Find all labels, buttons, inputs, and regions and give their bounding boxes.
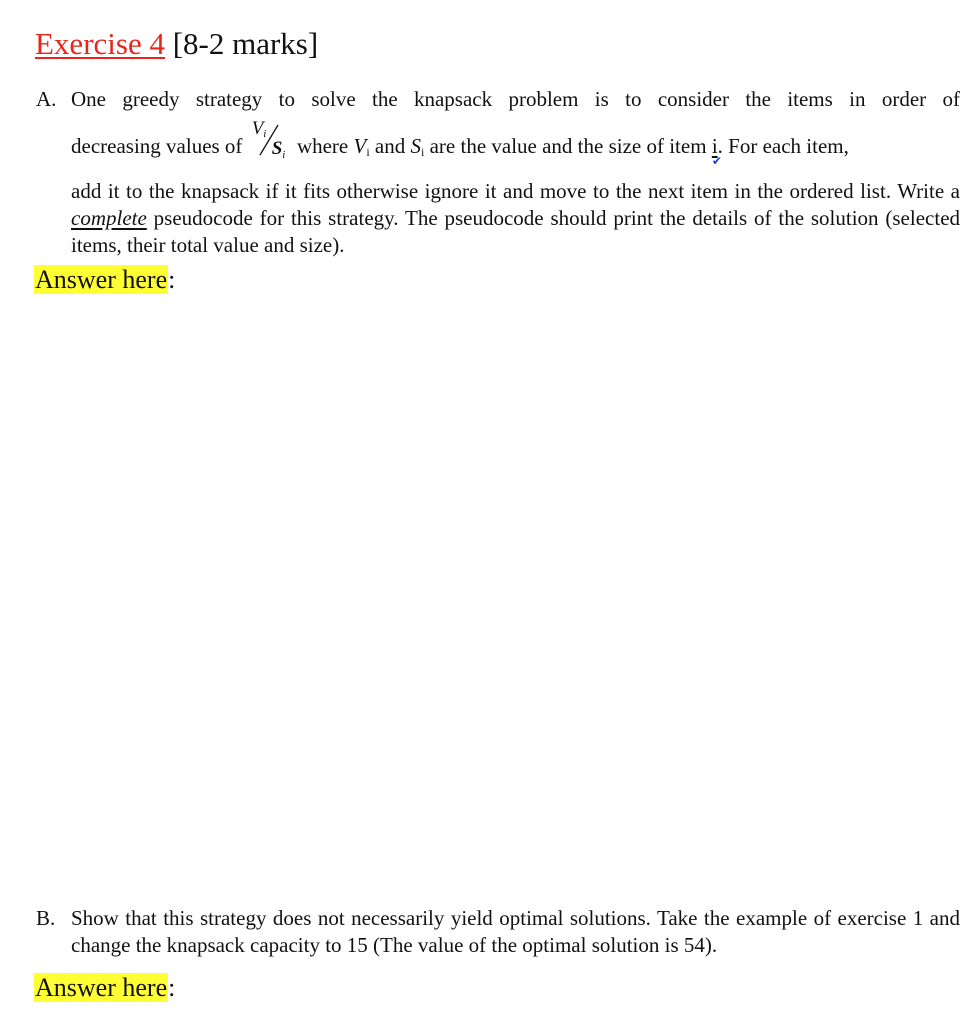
exercise-heading bbox=[35, 24, 318, 64]
answer-b-highlight: Answer here bbox=[35, 973, 168, 1002]
question-a-paragraph bbox=[71, 178, 960, 259]
answer-a-highlight: Answer here bbox=[35, 265, 168, 294]
answer-b bbox=[34, 972, 175, 1004]
var-s-sub: i bbox=[421, 145, 425, 159]
var-s: S bbox=[410, 134, 421, 158]
fraction-denominator: S bbox=[271, 138, 283, 159]
spellcheck-mark-icon: ✔ bbox=[711, 154, 722, 168]
answer-a bbox=[34, 264, 175, 296]
fraction-denominator-sub: i bbox=[282, 149, 286, 161]
ratio-fraction bbox=[248, 118, 292, 163]
question-b bbox=[36, 905, 960, 959]
exercise-marks: [8-2 marks] bbox=[172, 26, 319, 61]
question-b-text: Show that this strategy does not necessarily yield optimal solutions. Take the example of exercise 1 and change the knapsack capacity to 15 (The value of the optimal solution is 54). bbox=[71, 906, 960, 957]
question-b-label: B. bbox=[36, 906, 56, 930]
fraction-numerator: V bbox=[251, 118, 264, 139]
answer-a-colon: : bbox=[168, 265, 176, 294]
question-a-line2-mid: are the value and the size of item bbox=[429, 134, 707, 158]
exercise-title: Exercise 4 bbox=[35, 26, 165, 61]
item-i-text: i bbox=[711, 134, 718, 158]
fraction-numerator-sub: i bbox=[263, 128, 267, 140]
question-a-label: A. bbox=[36, 87, 57, 111]
answer-b-colon: : bbox=[168, 973, 176, 1002]
complete-word: complete bbox=[71, 206, 147, 230]
question-a-line1: One greedy strategy to solve the knapsack problem is to consider the items in order of bbox=[71, 87, 960, 111]
question-a bbox=[36, 86, 960, 259]
where-word: where bbox=[296, 134, 349, 158]
question-a-line2-pre: decreasing values of bbox=[71, 134, 243, 158]
var-v: V bbox=[353, 134, 367, 158]
var-v-sub: i bbox=[366, 145, 370, 159]
and-word: and bbox=[374, 134, 406, 158]
question-a-line2 bbox=[71, 118, 960, 168]
question-a-line4: pseudocode for this strategy. The pseudocode should print the details of the solution (selected items, their total value and size). bbox=[71, 206, 961, 257]
question-a-line2-end: . For each item, bbox=[717, 134, 849, 158]
item-i bbox=[711, 133, 722, 168]
question-a-line3: add it to the knapsack if it fits otherwise ignore it and move to the next item in the ordered list. Write a bbox=[71, 179, 960, 203]
